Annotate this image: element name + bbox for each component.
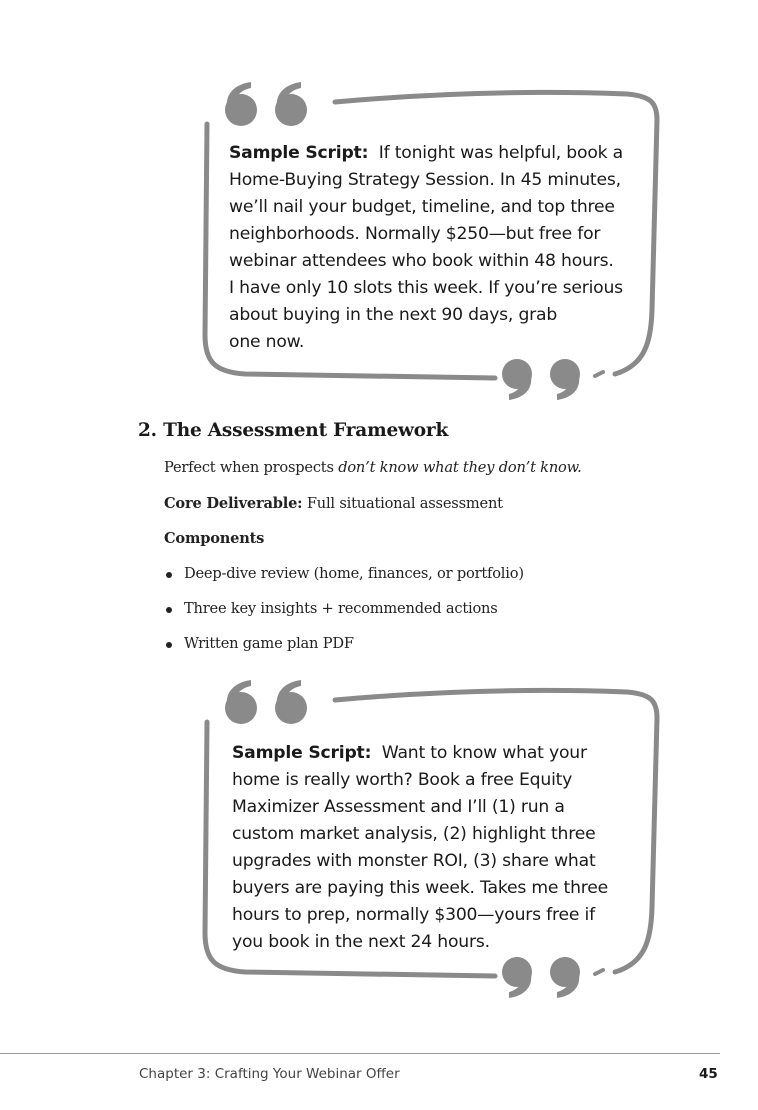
components-list — [164, 565, 524, 670]
core-deliverable-label: Core Deliverable: — [164, 495, 303, 512]
script-line: If tonight was helpful, book a — [378, 143, 623, 163]
section-heading: 2. The Assessment Framework — [138, 420, 449, 441]
list-item-text: Deep-dive review (home, finances, or portfolio) — [184, 565, 524, 582]
close-quote-icon — [502, 359, 580, 400]
core-deliverable-value: Full situational assessment — [306, 495, 503, 512]
footer-divider — [0, 1053, 720, 1054]
script-line: neighborhoods. Normally $250—but free for — [229, 224, 601, 244]
script-line: I have only 10 slots this week. If you’re serious — [229, 278, 623, 298]
script-line: upgrades with monster ROI, (3) share what — [232, 851, 596, 871]
script-line: one now. — [229, 332, 305, 352]
list-item-text: Three key insights + recommended actions — [184, 600, 498, 617]
script-line: you book in the next 24 hours. — [232, 932, 490, 952]
script-line: buyers are paying this week. Takes me three — [232, 878, 609, 898]
bullet-icon — [166, 572, 172, 578]
components-label: Components — [164, 530, 265, 547]
sample-script-label: Sample Script: — [232, 743, 372, 763]
script-line: hours to prep, normally $300—yours free if — [232, 905, 595, 925]
script-line: we’ll nail your budget, timeline, and top three — [229, 197, 615, 217]
footer-chapter-title: Chapter 3: Crafting Your Webinar Offer — [139, 1066, 400, 1082]
list-item — [164, 600, 524, 635]
sample-script-text-1 — [229, 140, 659, 356]
bullet-icon — [166, 642, 172, 648]
script-line: Maximizer Assessment and I’ll (1) run a — [232, 797, 565, 817]
script-line: custom market analysis, (2) highlight three — [232, 824, 596, 844]
sample-script-callout-2 — [195, 678, 670, 998]
section-intro — [164, 459, 582, 476]
sample-script-callout-1 — [195, 80, 670, 400]
list-item — [164, 565, 524, 600]
open-quote-icon — [225, 82, 307, 126]
script-line: about buying in the next 90 days, grab — [229, 305, 558, 325]
script-line: Want to know what your — [381, 743, 587, 763]
sample-script-label: Sample Script: — [229, 143, 369, 163]
open-quote-icon — [225, 680, 307, 724]
page-number: 45 — [699, 1066, 718, 1082]
intro-text: Perfect when prospects — [164, 459, 339, 476]
script-line: webinar attendees who book within 48 hours. — [229, 251, 614, 271]
core-deliverable — [164, 495, 503, 512]
script-line: home is really worth? Book a free Equity — [232, 770, 573, 790]
bullet-icon — [166, 607, 172, 613]
list-item — [164, 635, 524, 670]
script-line: Home-Buying Strategy Session. In 45 minutes, — [229, 170, 621, 190]
components-heading — [164, 530, 264, 547]
close-quote-icon — [502, 957, 580, 998]
list-item-text: Written game plan PDF — [184, 635, 354, 652]
intro-italic: don’t know what they don’t know. — [338, 459, 582, 476]
sample-script-text-2 — [232, 740, 660, 956]
